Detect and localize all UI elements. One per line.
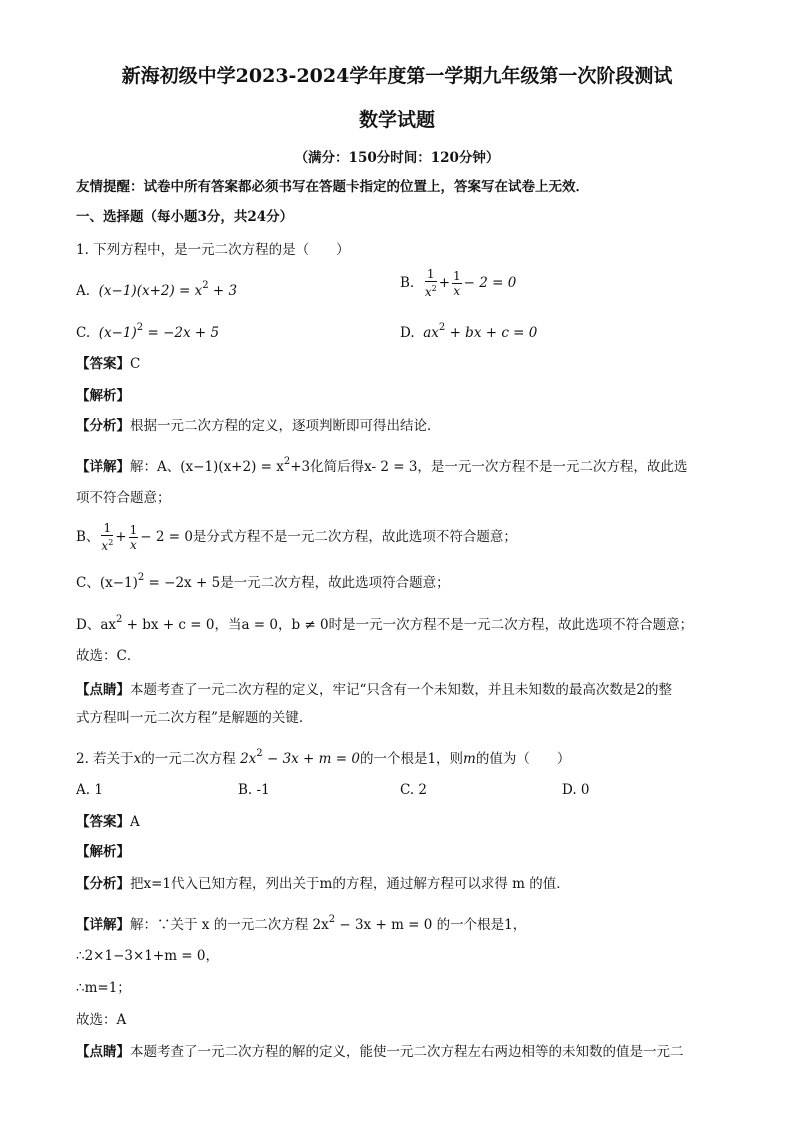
q1-detail-a-cont: 项不符合题意； [76, 490, 171, 506]
q1-dianjing-cont: 式方程叫一元二次方程”是解题的关键． [76, 710, 313, 726]
q1-detail-c: C、$(x-1)^2 = -2x + 5$是一元二次方程，故此选项符合题意； [76, 572, 450, 591]
q2-detail: 【详解】解：∵关于 x 的一元二次方程 $2x^2 - 3x + m = 0$ 的一个根是1， [76, 914, 527, 933]
fraction: $\frac{1}{x}$ [453, 268, 461, 298]
q2-fenxi: 【分析】把x=1代入已知方程，列出关于m的方程，通过解方程可以求得 m 的值． [76, 876, 570, 892]
notice: 友情提醒：试卷中所有答案都必须书写在答题卡指定的位置上，答案写在试卷上无效． [76, 179, 589, 195]
q2-option-c: C. 2 [400, 782, 428, 798]
q2-answer: 【答案】A [76, 814, 140, 830]
q2-option-b: B. -1 [238, 782, 270, 798]
q1-option-a: A. $(x-1)(x+2) = x^2 + 3$ [76, 280, 238, 299]
fraction: $\frac{1}{x}$ [129, 522, 138, 552]
q2-step2: ∴m=1； [76, 980, 131, 996]
q1-detail-a: 【详解】解：A、$(x-1)(x+2) = x^2+3$化简后得x- 2 = 3，是一元一次方程不是一元二次方程，故此选 [76, 456, 688, 475]
q1-answer: 【答案】C [76, 356, 141, 372]
q1-choice: 故选：C． [76, 648, 141, 664]
subject-title: 数学试题 [358, 109, 435, 131]
q2-step1: ∴2×1−3×1+m = 0， [76, 948, 219, 964]
q1-option-b: B. $\frac{1}{x^2}$ + $\frac{1}{x}$ − 2 = 0 [400, 267, 517, 299]
q1-fenxi: 【分析】根据一元二次方程的定义，逐项判断即可得出结论． [76, 418, 441, 434]
q2-analysis-label: 【解析】 [76, 844, 130, 860]
q1-detail-b: B、 $\frac{1}{x^2}$ + $\frac{1}{x}$ − 2 = 0是分式方程不是一元二次方程，故此选项不符合题意； [76, 521, 517, 553]
section-heading: 一、选择题（每小题3分，共24分） [76, 209, 294, 225]
q2-dianjing: 【点睛】本题考查了一元二次方程的解的定义，能使一元二次方程左右两边相等的未知数的值是一元二 [76, 1044, 684, 1060]
exam-title: 新海初级中学2023-2024学年度第一学期九年级第一次阶段测试 [121, 65, 673, 87]
q1-option-c: C. $(x-1)^2 = -2x + 5$ [76, 322, 220, 341]
fraction: $\frac{1}{x^2}$ [424, 267, 437, 299]
q1-option-d: D. $ax^2$ + bx + c = 0 [400, 322, 538, 341]
fraction: $\frac{1}{x^2}$ [101, 521, 114, 553]
q1-stem: 1. 下列方程中，是一元二次方程的是（ ） [76, 242, 350, 258]
q2-stem: 2. 若关于x的一元二次方程 $2x^2 - 3x + m = 0$的一个根是1，则m的值为（ ） [76, 748, 571, 767]
q2-option-d: D. 0 [562, 782, 590, 798]
q2-option-a: A. 1 [76, 782, 103, 798]
score-info: （满分：150分时间：120分钟） [294, 150, 500, 166]
q1-detail-d: D、$ax^2$ + bx + c = 0，当a = 0，b ≠ 0时是一元一次方程不是一元二次方程，故此选项不符合题意； [76, 614, 694, 633]
q2-choice: 故选：A [76, 1012, 127, 1028]
q1-dianjing: 【点睛】本题考查了一元二次方程的定义，牢记“只含有一个未知数，并且未知数的最高次数是2的整 [76, 682, 672, 698]
q1-analysis-label: 【解析】 [76, 388, 130, 404]
